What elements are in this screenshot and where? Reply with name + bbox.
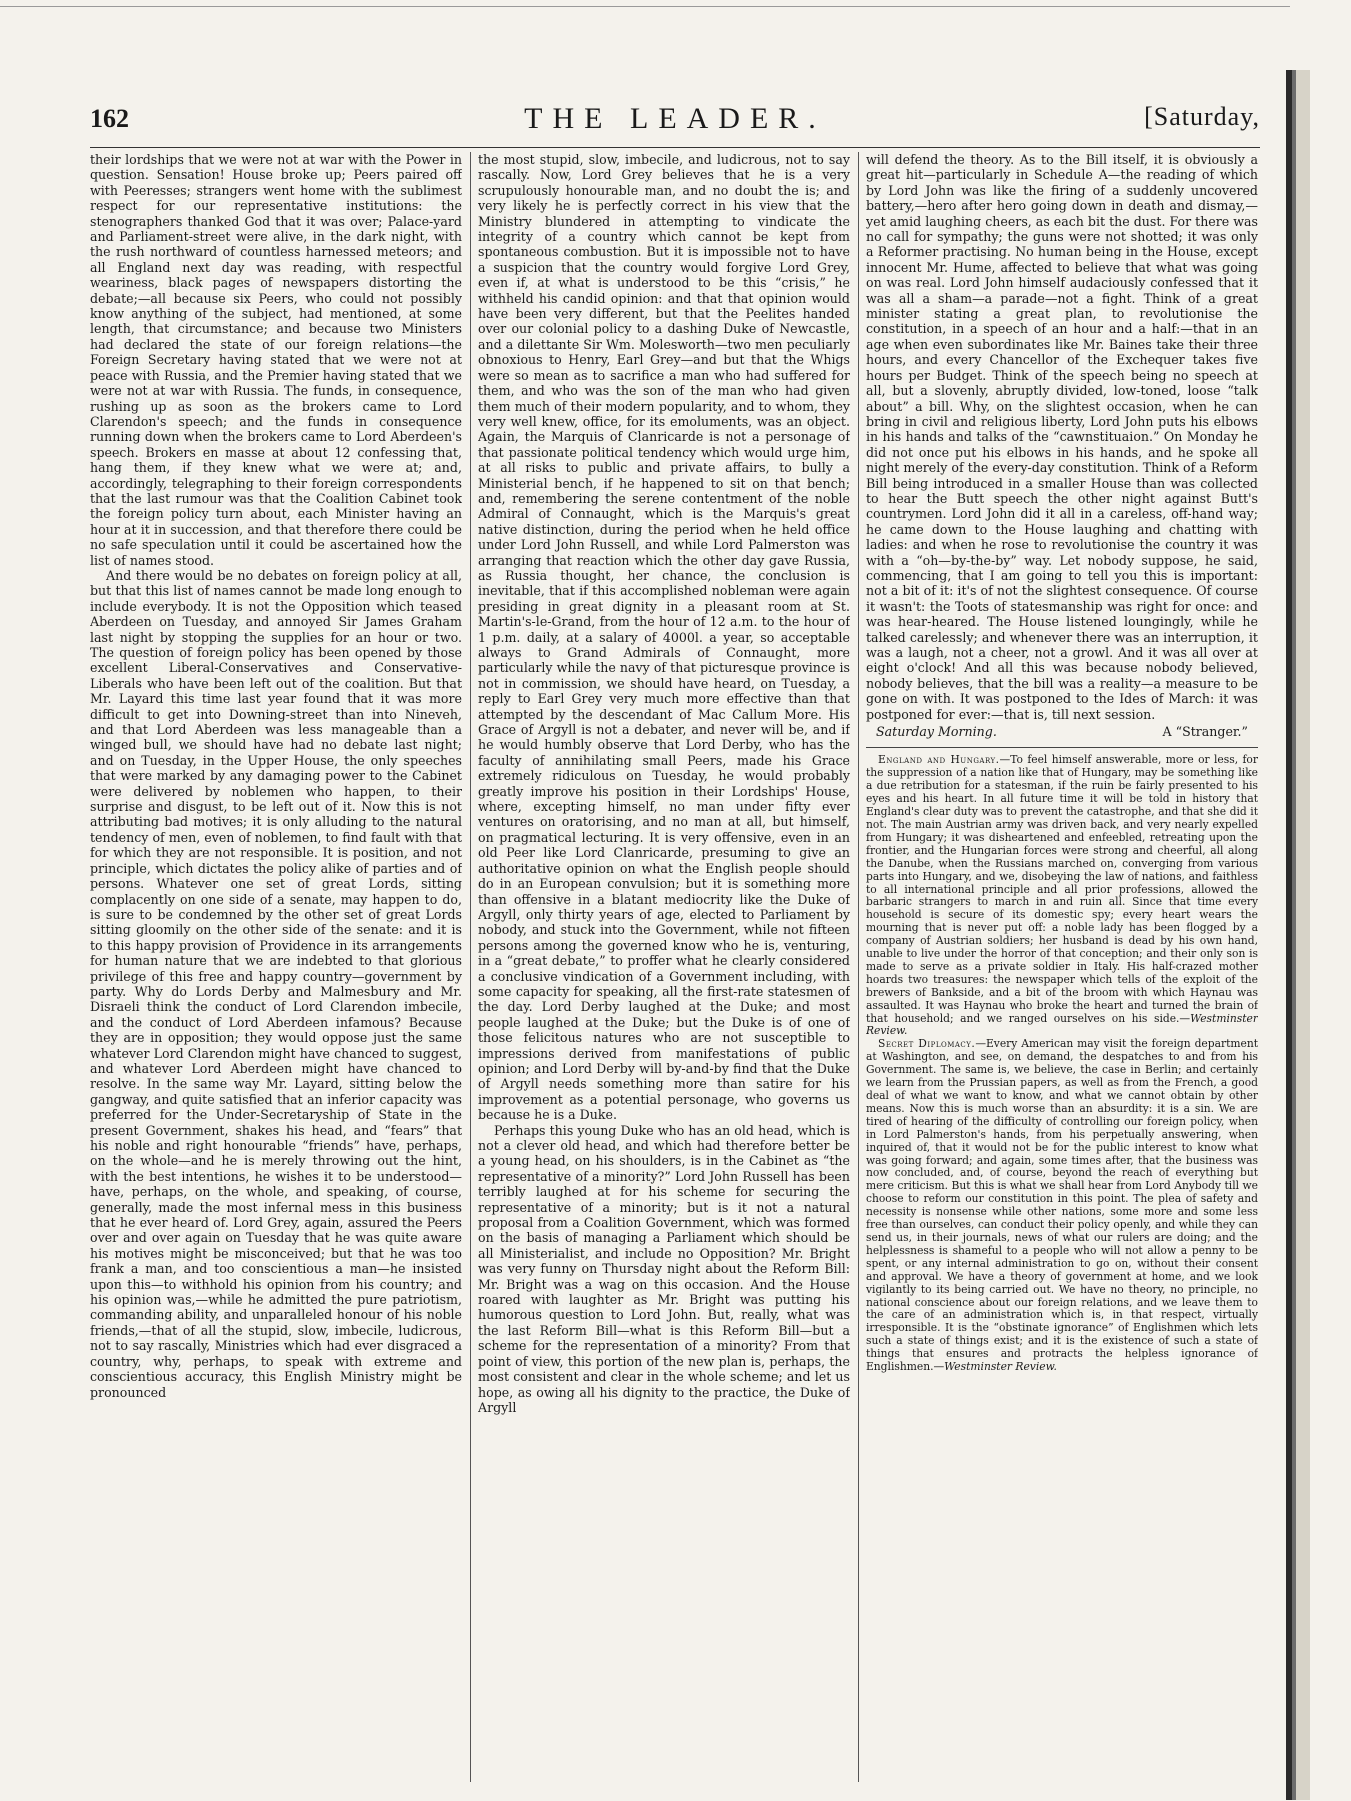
section-rule xyxy=(866,747,1258,748)
page-header xyxy=(90,96,1260,142)
column-2 xyxy=(478,152,850,1782)
column-divider xyxy=(858,152,859,1782)
page-number: 162 xyxy=(90,104,129,133)
article-paragraph: will defend the theory. As to the Bill itself, it is obviously a great hit—particularly in Schedule A—the reading of which by Lord John was like the firing of a suddenly uncovered battery,—hero after hero going down in death and dismay,—yet amid laughing cheers, as each bit the dust. For there was no call for sympathy; the guns were not shotted; it was only a Reformer practising. No human being in the House, except innocent Mr. Hume, affected to believe that what was going on was real. Lord John himself audaciously confessed that it was all a sham—a parade—not a fight. Think of a great minister stating a great plan, to revolutionise the constitution, in a speech of an hour and a half:—that in an age when even subordinates like Mr. Baines take their three hours, and every Chancellor of the Exchequer takes five hours per Budget. Think of the speech being no speech at all, but a slovenly, abruptly divided, low-toned, loose “talk about” a bill. Why, on the slightest occasion, when he can bring in civil and religious liberty, Lord John puts his elbows in his hands and talks of the “cawnstituaion.” On Monday he did not once put his elbows in his hands, and he spoke all night merely of the every-day constitution. Think of a Reform Bill being introduced in a smaller House than was collected to hear the Butt speech the other night against Butt's countrymen. Lord John did it all in a careless, off-hand way; he came down to the House laughing and chatting with ladies: and when he rose to revolutionise the country it was with a “oh—by-the-by” way. Let nobody suppose, he said, commencing, that I am going to tell you this is important: not a bit of it: it's of not the slightest consequence. Of course it wasn't: the Toots of statesmanship was right for once: and was hear-heared. The House listened loungingly, while he talked carelessly; and whenever there was an interruption, it was a laugh, not a cheer, not a growl. And it was all over at eight o'clock! And all this was because nobody believed, nobody believes, that the bill was a reality—a measure to be gone on with. It was postponed to the Ides of March: it was postponed for ever:—that is, till next session. xyxy=(866,152,1258,722)
masthead-title: THE LEADER. xyxy=(524,102,826,135)
note-source: Westminster Review. xyxy=(944,1360,1057,1374)
issue-day: [Saturday, xyxy=(1144,102,1260,131)
article-paragraph: And there would be no debates on foreign policy at all, but that this list of names cannot be made long enough to include everybody. It is not the Opposition which teased Aberdeen on Tuesday, and annoyed Sir James Graham last night by stopping the supplies for an hour or two. The question of foreign policy has been opened by those excellent Liberal-Conservatives and Conservative-Liberals who have been left out of the coalition. But that Mr. Layard this time last year found that it was more difficult to get into Downing-street than into Nineveh, and that Lord Aberdeen was less manageable than a winged bull, we should have had no debate last night; and on Tuesday, in the Upper House, the only speeches that were marked by any damaging power to the Cabinet were delivered by noblemen who happen, to their surprise and disgust, to be left out of it. Now this is not attributing bad motives; it is only alluding to the natural tendency of men, even of noblemen, to find fault with that for which they are not responsible. It is position, and not principle, which dictates the policy alike of parties and of persons. Whatever one set of great Lords, sitting complacently on one side of a senate, may happen to do, is sure to be condemned by the other set of great Lords sitting gloomily on the other side of the senate: and it is to this happy provision of Providence in its arrangements for human nature that we are indebted to that glorious privilege of this free and happy country—government by party. Why do Lords Derby and Malmesbury and Mr. Disraeli think the conduct of Lord Clarendon imbecile, and the conduct of Lord Aberdeen infamous? Because they are in opposition; they would oppose just the same whatever Lord Clarendon might have chanced to suggest, and whatever Lord Aberdeen might have chanced to resolve. In the same way Mr. Layard, sitting below the gangway, and quite satisfied that an inferior capacity was preferred for the Under-Secretaryship of State in the present Government, shakes his head, and “fears” that his noble and right honourable “friends” have, perhaps, on the whole—and he is merely throwing out the hint, with the best intentions, he wishes it to be understood—have, perhaps, on the whole, and speaking, of course, generally, made the most infernal mess in this business that he ever heard of. Lord Grey, again, assured the Peers over and over again on Tuesday that he was quite aware his motives might be misconceived; but that he was too frank a man, and too conscientious a man—he insisted upon this—to withhold his opinion from his country; and his opinion was,—while he admitted the pure patriotism, commanding ability, and unparalleled honour of his noble friends,—that of all the stupid, slow, imbecile, ludicrous, not to say rascally, Ministries which had ever disgraced a country, why, perhaps, to speak with extreme and conscientious accuracy, this English Ministry might be pronounced xyxy=(90,567,462,1400)
header-rule xyxy=(90,147,1260,148)
note-england-hungary xyxy=(866,754,1258,1038)
signature-name: A “Stranger.” xyxy=(1162,724,1248,740)
note-heading: England and Hungary. xyxy=(878,753,1000,767)
article-signature xyxy=(866,724,1258,739)
notes-section xyxy=(866,754,1258,1374)
signature-date: Saturday Morning. xyxy=(876,724,997,740)
column-3 xyxy=(866,152,1258,1782)
article-paragraph: Perhaps this young Duke who has an old head, which is not a clever old head, and which had therefore better be a young head, on his shoulders, is in the Cabinet as “the representative of a minority?” Lord John Russell has been terribly laughed at for his scheme for securing the representative of a minority; but is it not a natural proposal from a Coalition Government, which was formed on the basis of managing a Parliament which should be all Ministerialist, and include no Opposition? Mr. Bright was very funny on Thursday night about the Reform Bill: Mr. Bright was a wag on this occasion. And the House roared with laughter as Mr. Bright was putting his humorous question to Lord John. But, really, what was the last Reform Bill—what is this Reform Bill—but a scheme for the representation of a minority? From that point of view, this portion of the new plan is, perhaps, the most consistent and clear in the whole scheme; and let us hope, as owing all his dignity to the practice, the Duke of Argyll xyxy=(478,1122,850,1415)
column-1 xyxy=(90,152,462,1782)
note-heading: Secret Diplomacy. xyxy=(878,1037,976,1051)
note-source: Westminster Review. xyxy=(866,1011,1258,1038)
binding-spine xyxy=(1286,70,1310,1800)
article-paragraph: the most stupid, slow, imbecile, and ludicrous, not to say rascally. Now, Lord Grey believes that he is a very scrupulously honourable man, and no doubt the is; and very likely he is perfectly correct in his view that the Ministry blundered in attempting to vindicate the integrity of a country which cannot be kept from spontaneous combustion. But it is impossible not to have a suspicion that the country would forgive Lord Grey, even if, at what is understood to be this “crisis,” he withheld his candid opinion: and that that opinion would have been very different, but that the Peelites handed over our colonial policy to a dashing Duke of Newcastle, and a dilettante Sir Wm. Molesworth—two men peculiarly obnoxious to Henry, Earl Grey—and but that the Whigs were so mean as to sacrifice a man who had suffered for them, and who was the son of the man who had given them much of their modern popularity, and to whom, they very well knew, office, for its emoluments, was an object. Again, the Marquis of Clanricarde is not a personage of that passionate political tendency which would urge him, at all risks to public and private affairs, to bully a Ministerial bench, if he happened to sit on that bench; and, remembering the serene contentment of the noble Admiral of Connaught, which is the Marquis's great native distinction, during the period when he held office under Lord John Russell, and while Lord Palmerston was arranging that reaction which the other day gave Russia, as Russia thought, her chance, the conclusion is inevitable, that if this accomplished nobleman were again presiding in great dignity in a pleasant room at St. Martin's-le-Grand, from the hour of 12 a.m. to the hour of 1 p.m. daily, at a salary of 4000l. a year, so acceptable always to Grand Admirals of Connaught, more particularly while the navy of that picturesque province is not in commission, we should have heard, on Tuesday, a reply to Earl Grey very much more effective than that attempted by the descendant of Mac Callum More. His Grace of Argyll is not a debater, and never will be, and if he would humbly observe that Lord Derby, who has the faculty of annihilating small Peers, made his Grace extremely ridiculous on Tuesday, he would probably greatly improve his position in their Lordships' House, where, excepting himself, no man under fifty ever ventures on oratorising, and no man at all, but himself, on pragmatical lecturing. It is very offensive, even in an old Peer like Lord Clanricarde, presuming to give an authoritative opinion on what the English people should do in an European convulsion; but it is something more than offensive in a blatant mediocrity like the Duke of Argyll, only thirty years of age, elected to Parliament by nobody, and stuck into the Government, while not fifteen persons among the governed know who he is, venturing, in a “great debate,” to proffer what he clearly considered a conclusive vindication of a Government including, with some capacity for speaking, all the first-rate statesmen of the day. Lord Derby laughed at the Duke; and most people laughed at the Duke; but the Duke is of one of those felicitous natures who are not susceptible to impressions derived from manifestations of public opinion; and Lord Derby will by-and-by find that the Duke of Argyll needs something more than satire for his improvement as a potential personage, who governs us because he is a Duke. xyxy=(478,152,850,1123)
note-body: —To feel himself answerable, more or less, for the suppression of a nation like that of Hungary, may be something like a due retribution for a statesman, if the ruin be fairly presented to his eyes and his heart. In all future time it will be told in history that England's clear duty was to prevent the catastrophe, and that she did it not. The main Austrian army was driven back, and very nearly expelled from Hungary; it was disheartened and enfeebled, retreating upon the frontier, and the Hungarian forces were strong and cheerful, all along the Danube, when the Russians marched on, converging from various parts into Hungary, and we, disobeying the law of nations, and faithless to all international principle and all prior professions, allowed the barbaric strangers to march in and ruin all. Since that time every household is secure of its domestic spy; every heart wears the mourning that is never put off: a noble lady has been flogged by a company of Austrian soldiers; her husband is dead by his own hand, unable to live under the horror of that conception; and their only son is made to serve as a private soldier in Italy. His half-crazed mother hoards two treasures: the newspaper which tells of the exploit of the brewers of Bankside, and a bit of the broom with which Haynau was assaulted. It was Haynau who broke the heart and turned the brain of that household; and we ranged ourselves on his side.— xyxy=(866,753,1258,1025)
column-divider xyxy=(470,152,471,1782)
note-body: —Every American may visit the foreign department at Washington, and see, on demand, the despatches to and from his Government. The same is, we believe, the case in Berlin; and certainly we learn from the Prussian papers, as well as from the French, a good deal of what we want to know, and what we cannot obtain by other means. Now this is much worse than an absurdity: it is a sin. We are tired of hearing of the difficulty of controlling our foreign policy, when in Lord Palmerston's hands, from his perpetually answering, when inquired of, that it would not be for the public interest to know what was going forward; and again, some times after, that the business was now concluded, and, of course, beyond the reach of everything but mere criticism. But this is what we shall hear from Lord Anybody till we choose to reform our constitution in this point. The plea of safety and necessity is nonsense while other nations, some more and some less free than ourselves, can conduct their policy openly, and while they can send us, in their journals, news of what our rulers are doing; and the helplessness is shameful to a people who will not allow a penny to be spent, or any internal administration to go on, without their consent and approval. We have a theory of government at home, and we look vigilantly to its being carried out. We have no theory, no principle, no national conscience about our foreign relations, and we leave them to the care of an administration which is, in that respect, virtually irresponsible. It is the “obstinate ignorance” of Englishmen which lets such a state of things exist; and it is the existence of such a state of things that ensures and protracts the helpless ignorance of Englishmen.— xyxy=(866,1037,1258,1374)
note-secret-diplomacy xyxy=(866,1038,1258,1374)
article-paragraph: their lordships that we were not at war with the Power in question. Sensation! House broke up; Peers paired off with Peeresses; strangers went home with the sublimest respect for our representative institutions: the stenographers thanked God that it was over; Palace-yard and Parliament-street were alive, in the dark night, with the rush northward of countless harnessed meteors; and all England next day was reading, with respectful weariness, black pages of newspapers distorting the debate;—all because six Peers, who could not possibly know anything of the subject, had mentioned, at some length, that circumstance; and because two Ministers had declared the state of our foreign relations—the Foreign Secretary having stated that we were not at peace with Russia, and the Premier having stated that we were not at war with Russia. The funds, in consequence, rushing up as soon as the brokers came to Lord Clarendon's speech; and the funds in consequence running down when the brokers came to Lord Aberdeen's speech. Brokers en masse at about 12 confessing that, hang them, if they knew what we were at; and, accordingly, telegraphing to their foreign correspondents that the last rumour was that the Coalition Cabinet took the foreign policy turn about, each Minister having an hour at it in succession, and that therefore there could be no safe speculation until it could be ascertained how the list of names stood. xyxy=(90,152,462,568)
top-scan-line xyxy=(0,6,1290,7)
